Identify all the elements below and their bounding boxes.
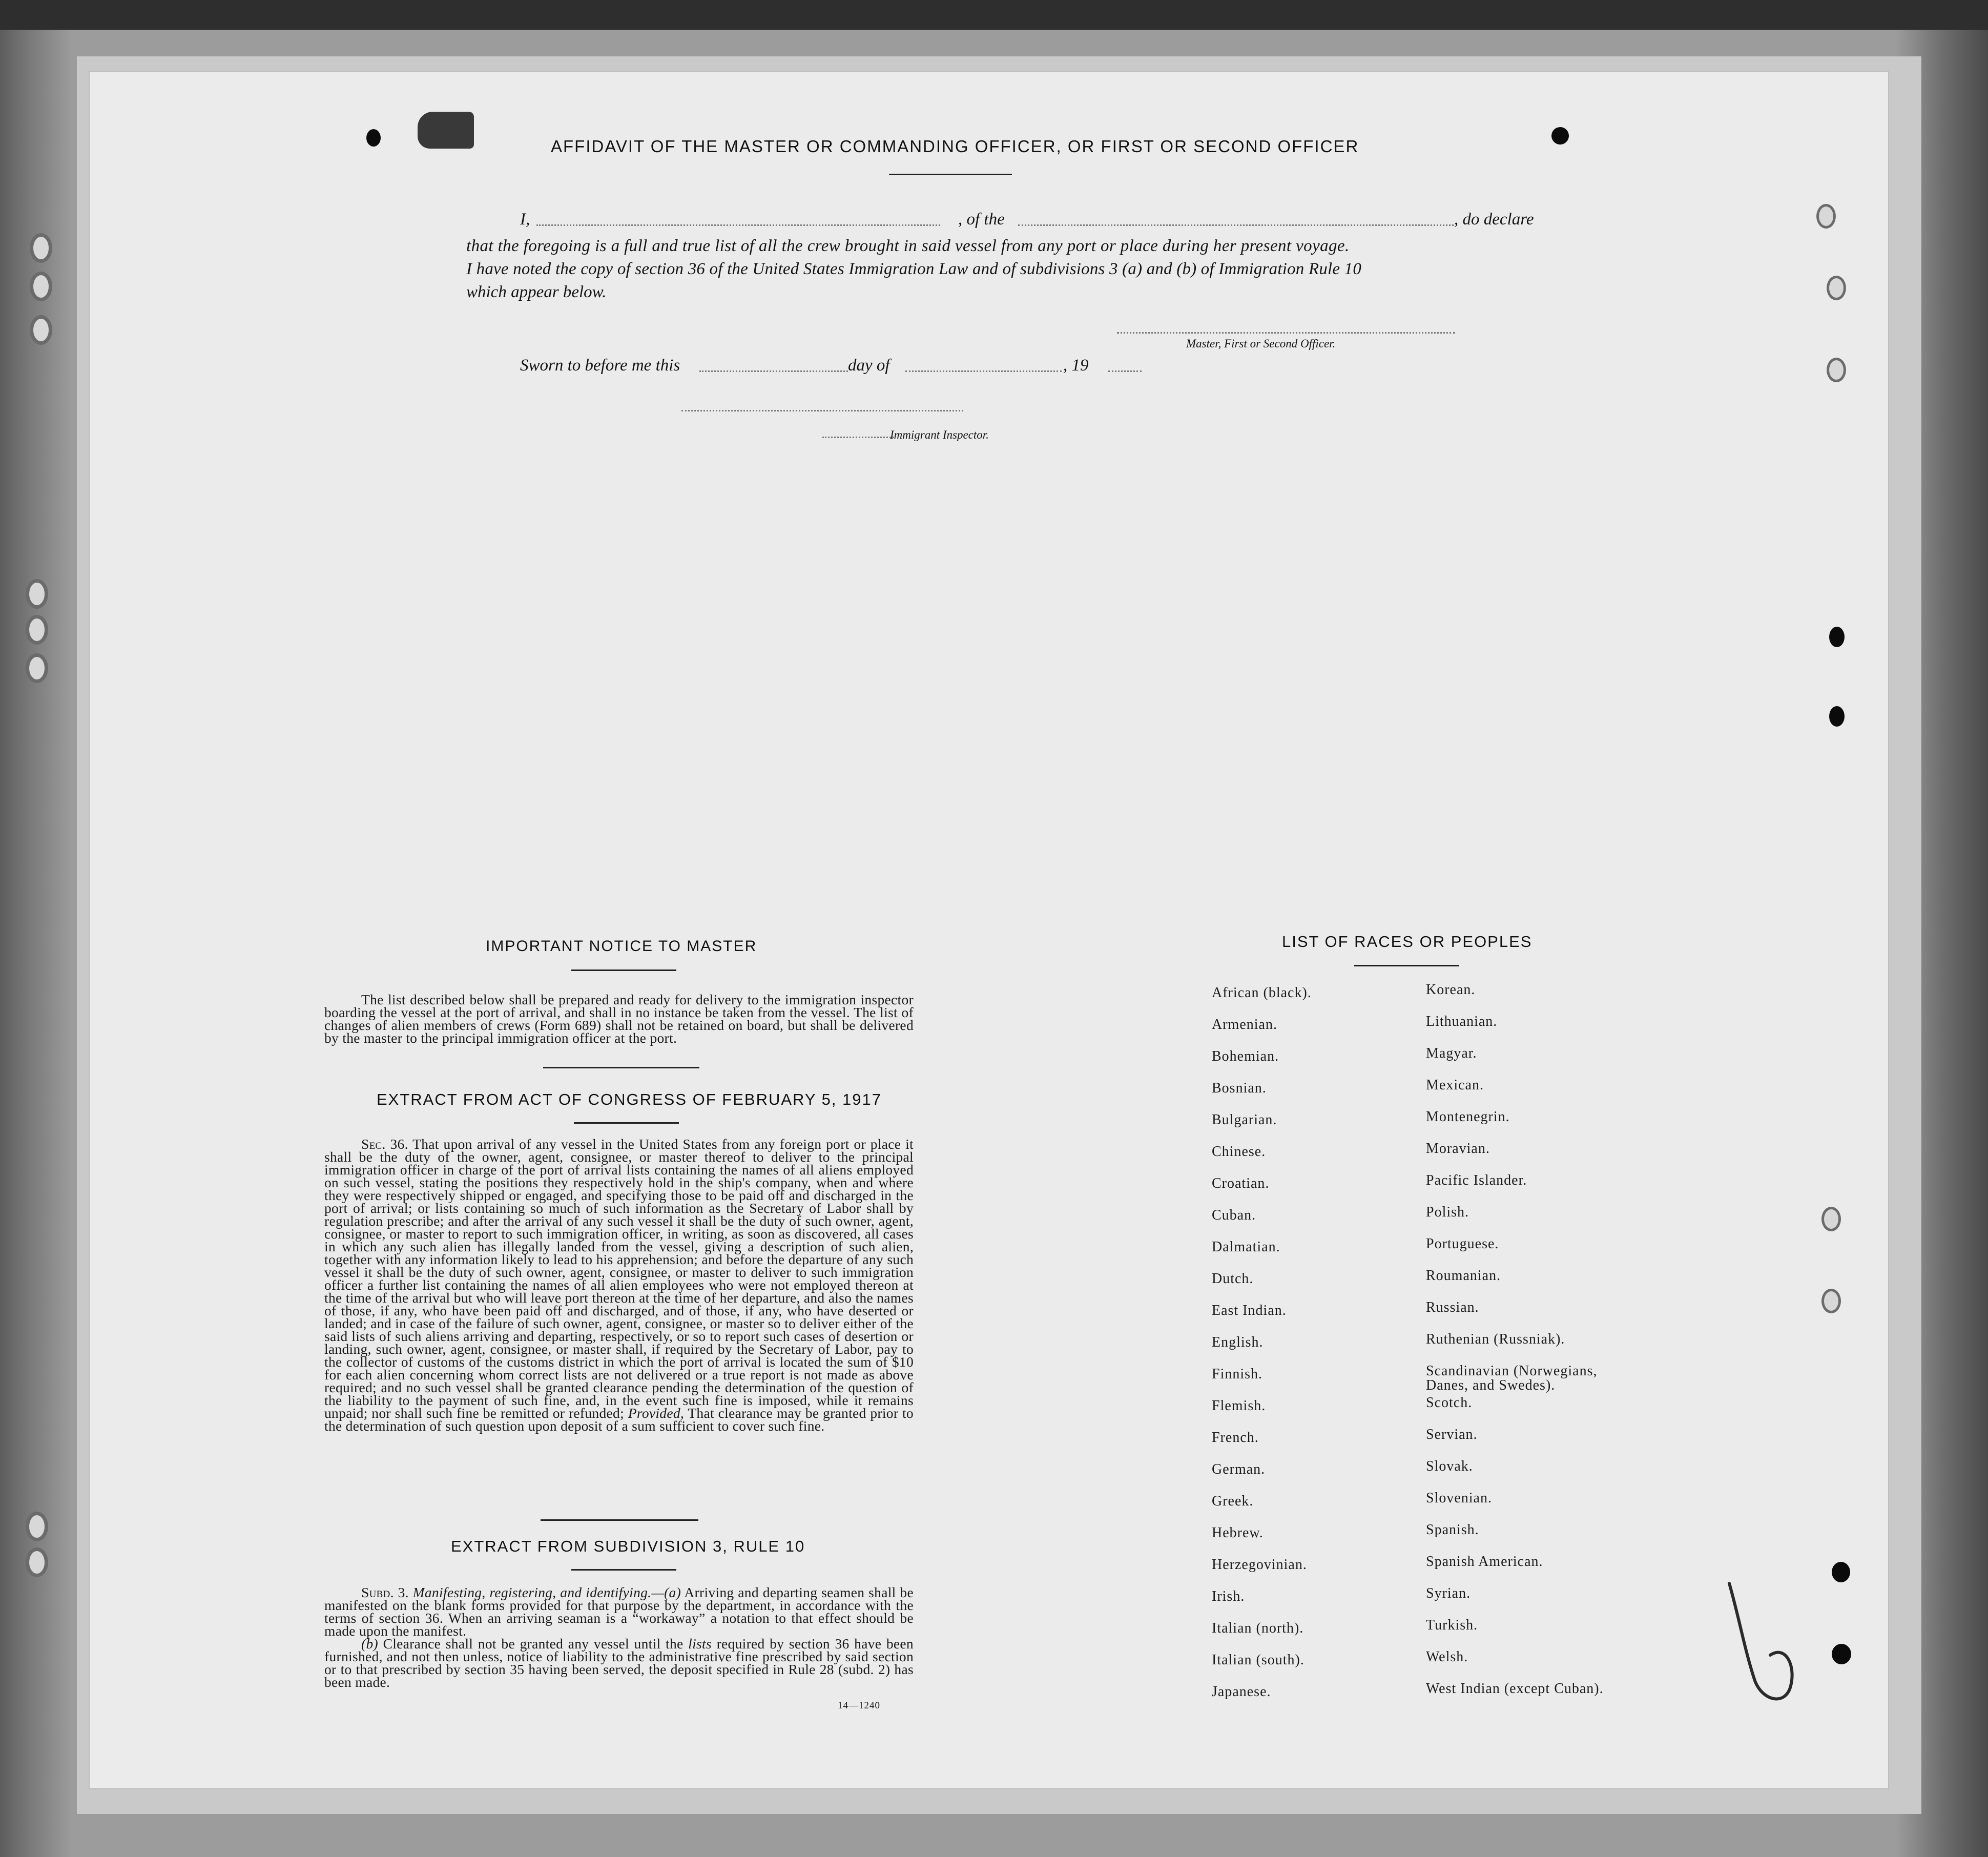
inspector-caption: Immigrant Inspector.: [890, 428, 989, 441]
race-item: Dutch.: [1212, 1271, 1254, 1287]
notice-rule: [543, 1067, 699, 1068]
stamp-fragment: [418, 112, 474, 149]
sworn-prefix: Sworn to before me this: [520, 356, 680, 375]
officer-signature-line[interactable]: [1117, 332, 1455, 334]
race-item: Turkish.: [1426, 1617, 1478, 1633]
race-item: Slovenian.: [1426, 1490, 1492, 1506]
rule-text-a: Arriving and departing seamen shall be manifested on the blank forms provided for that purpose by the department, in accordance with the terms of section 36. When an arriving seaman is a “workaway” a notation to that effect should be made upon the manifest.: [324, 1584, 914, 1639]
act-title: EXTRACT FROM ACT OF CONGRESS OF FEBRUARY 5, 1917: [377, 1090, 882, 1108]
act-title-rule: [574, 1122, 679, 1124]
race-item: Slovak.: [1426, 1458, 1473, 1474]
rule-title: EXTRACT FROM SUBDIVISION 3, RULE 10: [451, 1537, 805, 1555]
race-item: Pacific Islander.: [1426, 1172, 1527, 1188]
race-item: Cuban.: [1212, 1207, 1256, 1223]
binder-ring: [26, 653, 48, 683]
race-item: East Indian.: [1212, 1303, 1287, 1318]
declaration-i: I,: [520, 210, 530, 229]
rule-title-rule: [571, 1569, 676, 1571]
rule-b-label: (b): [361, 1636, 378, 1652]
race-item: Herzegovinian.: [1212, 1557, 1307, 1573]
race-item: Scotch.: [1426, 1395, 1473, 1411]
act-provided: Provided,: [628, 1405, 685, 1421]
punch-hole: [1551, 127, 1569, 145]
declaration-line-4: which appear below.: [466, 283, 607, 301]
manifest-page: [90, 72, 1888, 1788]
race-item: Irish.: [1212, 1588, 1245, 1604]
race-item: Magyar.: [1426, 1045, 1477, 1061]
race-item: Bohemian.: [1212, 1048, 1279, 1064]
race-item: Korean.: [1426, 982, 1476, 998]
sworn-year-blank[interactable]: [1108, 370, 1142, 372]
binder-ring: [30, 315, 52, 345]
affidavit-title: AFFIDAVIT OF THE MASTER OR COMMANDING OFFICER, OR FIRST OR SECOND OFFICER: [551, 137, 1359, 156]
punch-hole: [1829, 706, 1845, 727]
sworn-day-of: day of: [848, 356, 890, 375]
race-item: Bosnian.: [1212, 1080, 1267, 1096]
punch-hole: [1832, 1562, 1850, 1582]
race-item: Portuguese.: [1426, 1236, 1499, 1252]
race-item: Servian.: [1426, 1427, 1478, 1442]
scan-top-edge: [0, 0, 1988, 30]
race-item: Welsh.: [1426, 1649, 1468, 1665]
form-number: 14—1240: [838, 1700, 880, 1711]
act-rule: [541, 1519, 698, 1521]
act-section-36: [324, 1138, 914, 1432]
binder-ring: [26, 1548, 48, 1577]
rule-subd-heading: Manifesting, registering, and identifying.—(a): [412, 1584, 681, 1600]
race-item: Flemish.: [1212, 1398, 1266, 1414]
binder-ring: [26, 615, 48, 645]
races-title-rule: [1354, 965, 1459, 966]
punch-hole: [1832, 1644, 1851, 1664]
vessel-blank[interactable]: [1018, 224, 1454, 226]
act-section-label: Sec. 36.: [361, 1136, 408, 1152]
race-item: Roumanian.: [1426, 1268, 1501, 1284]
race-item: Syrian.: [1426, 1585, 1471, 1601]
race-item: Hebrew.: [1212, 1525, 1264, 1541]
binder-ring: [30, 272, 52, 301]
rule-text-b1: Clearance shall not be granted any vessel until the: [383, 1636, 684, 1652]
act-text-b: That clearance may be granted prior to the determination of such question upon deposit of a sum sufficient to cover such fine.: [324, 1405, 914, 1434]
sworn-month-blank[interactable]: [905, 370, 1062, 372]
binder-ring: [26, 1512, 48, 1541]
race-item: French.: [1212, 1430, 1259, 1446]
race-item: Montenegrin.: [1426, 1109, 1510, 1125]
race-item: African (black).: [1212, 985, 1312, 1001]
race-item: Italian (north).: [1212, 1620, 1304, 1636]
declaration-do-declare: , do declare: [1454, 210, 1534, 229]
punch-hole: [366, 129, 381, 147]
race-item: West Indian (except Cuban).: [1426, 1681, 1604, 1697]
rule-subd-label: Subd. 3.: [361, 1584, 409, 1600]
races-right-column: [1426, 983, 1641, 1714]
race-item: Ruthenian (Russniak).: [1426, 1331, 1565, 1347]
race-item: Croatian.: [1212, 1175, 1270, 1191]
race-item: Chinese.: [1212, 1144, 1266, 1160]
race-item: Russian.: [1426, 1299, 1479, 1315]
binder-ring: [1827, 276, 1846, 300]
race-item: Spanish.: [1426, 1522, 1479, 1538]
handwritten-six-mark: [1709, 1578, 1811, 1717]
race-item: Armenian.: [1212, 1017, 1277, 1033]
race-item: Spanish American.: [1426, 1554, 1543, 1570]
race-item: Mexican.: [1426, 1077, 1484, 1093]
sworn-day-blank[interactable]: [699, 370, 848, 372]
declaration-line-2: that the foregoing is a full and true list of all the crew brought in said vessel from any port or place during her present voyage.: [466, 237, 1350, 255]
race-item: English.: [1212, 1334, 1264, 1350]
rule-text-b2: required by section 36 have been furnished, and not then unless, notice of liability to the administrative fine prescribed by said section or to that prescribed by section 35 having been served, the deposit specified in Rule 28 (subd. 2) has been made.: [324, 1636, 914, 1690]
race-item: Bulgarian.: [1212, 1112, 1277, 1128]
sworn-year-prefix: , 19: [1063, 356, 1089, 375]
affidavit-title-rule: [889, 174, 1012, 175]
declaration-line-3: I have noted the copy of section 36 of the United States Immigration Law and of subdivisions 3 (a) and (b) of Immigration Rule 10: [466, 260, 1362, 278]
notice-title: IMPORTANT NOTICE TO MASTER: [486, 938, 757, 955]
race-item: Japanese.: [1212, 1684, 1271, 1700]
name-blank[interactable]: [536, 224, 940, 226]
binder-ring: [1821, 1207, 1841, 1231]
races-left-column: [1212, 986, 1406, 1717]
notice-title-rule: [571, 969, 676, 971]
binder-ring: [30, 233, 52, 263]
declaration-of-the: , of the: [958, 210, 1005, 229]
binder-ring: [1816, 204, 1836, 229]
races-title: LIST OF RACES OR PEOPLES: [1282, 933, 1533, 951]
race-item: Greek.: [1212, 1493, 1254, 1509]
race-item: German.: [1212, 1461, 1266, 1477]
race-item: Dalmatian.: [1212, 1239, 1280, 1255]
notice-text: The list described below shall be prepared and ready for delivery to the immigration inspector boarding the vessel at the port of arrival, and shall in no instance be taken from the vessel. The list of changes of alien members of crews (Form 689) shall not be retained on board, but shall be delivered by the master to the principal immigration officer at the port.: [324, 992, 914, 1046]
race-item: Scandinavian (Norwegians, Danes, and Swedes).: [1426, 1363, 1598, 1393]
act-text-a: That upon arrival of any vessel in the United States from any foreign port or place it shall be the duty of the owner, agent, consignee, or master thereof to deliver to the principal immigration officer in charge of the port of arrival lists containing the names of all aliens employed on such vessel, stating the positions they respectively hold in the ship's company, when and where they were respectively shipped or engaged, and specifying those to be paid off and discharged in the port of arrival; or lists containing so much of such information as the Secretary of Labor shall by regulation prescribe; and after the arrival of any such vessel it shall be the duty of such owner, agent, consignee, or master to report to such immigration officer, in writing, as soon as discovered, all cases in which any such alien has illegally landed from the vessel, giving a description of such alien, together with any information likely to lead to his apprehension; and before the departure of any such vessel it shall be the duty of such owner, agent, consignee, or master to deliver to such immigration officer a further list containing the names of all alien employees who were not employed thereon at the time of the arrival but who will leave port thereon at the time of her departure, and also the names of those, if any, who have been paid off and discharged, and of those, if any, who have deserted or landed; and in case of the failure of such owner, agent, consignee, or master so to deliver either of the said lists of such aliens arriving and departing, respectively, or so to report such cases of desertion or landing, such owner, agent, consignee, or master shall, if required by the Secretary of Labor, pay to the collector of customs of the customs district in which the port of arrival is located the sum of $10 for each alien concerning whom correct lists are not delivered or a true report is not made as above required; and no such vessel shall be granted clearance pending the determination of the question of the liability to the payment of such fine, and, in the event such fine is imposed, while it remains unpaid; nor shall such fine be remitted or refunded;: [324, 1136, 914, 1421]
rule-subdivision-3: [324, 1586, 914, 1688]
binder-ring: [1827, 358, 1846, 382]
punch-hole: [1829, 627, 1845, 647]
race-item: Lithuanian.: [1426, 1014, 1498, 1029]
inspector-signature-line[interactable]: [681, 410, 963, 411]
race-item: Italian (south).: [1212, 1652, 1304, 1668]
inspector-caption-leader: [822, 437, 894, 438]
race-item: Finnish.: [1212, 1366, 1263, 1382]
binder-ring: [1821, 1289, 1841, 1313]
race-item: Polish.: [1426, 1204, 1469, 1220]
race-item: Moravian.: [1426, 1141, 1490, 1157]
binder-ring: [26, 579, 48, 609]
officer-signature-caption: Master, First or Second Officer.: [1186, 337, 1336, 350]
rule-lists-word: lists: [688, 1636, 712, 1652]
